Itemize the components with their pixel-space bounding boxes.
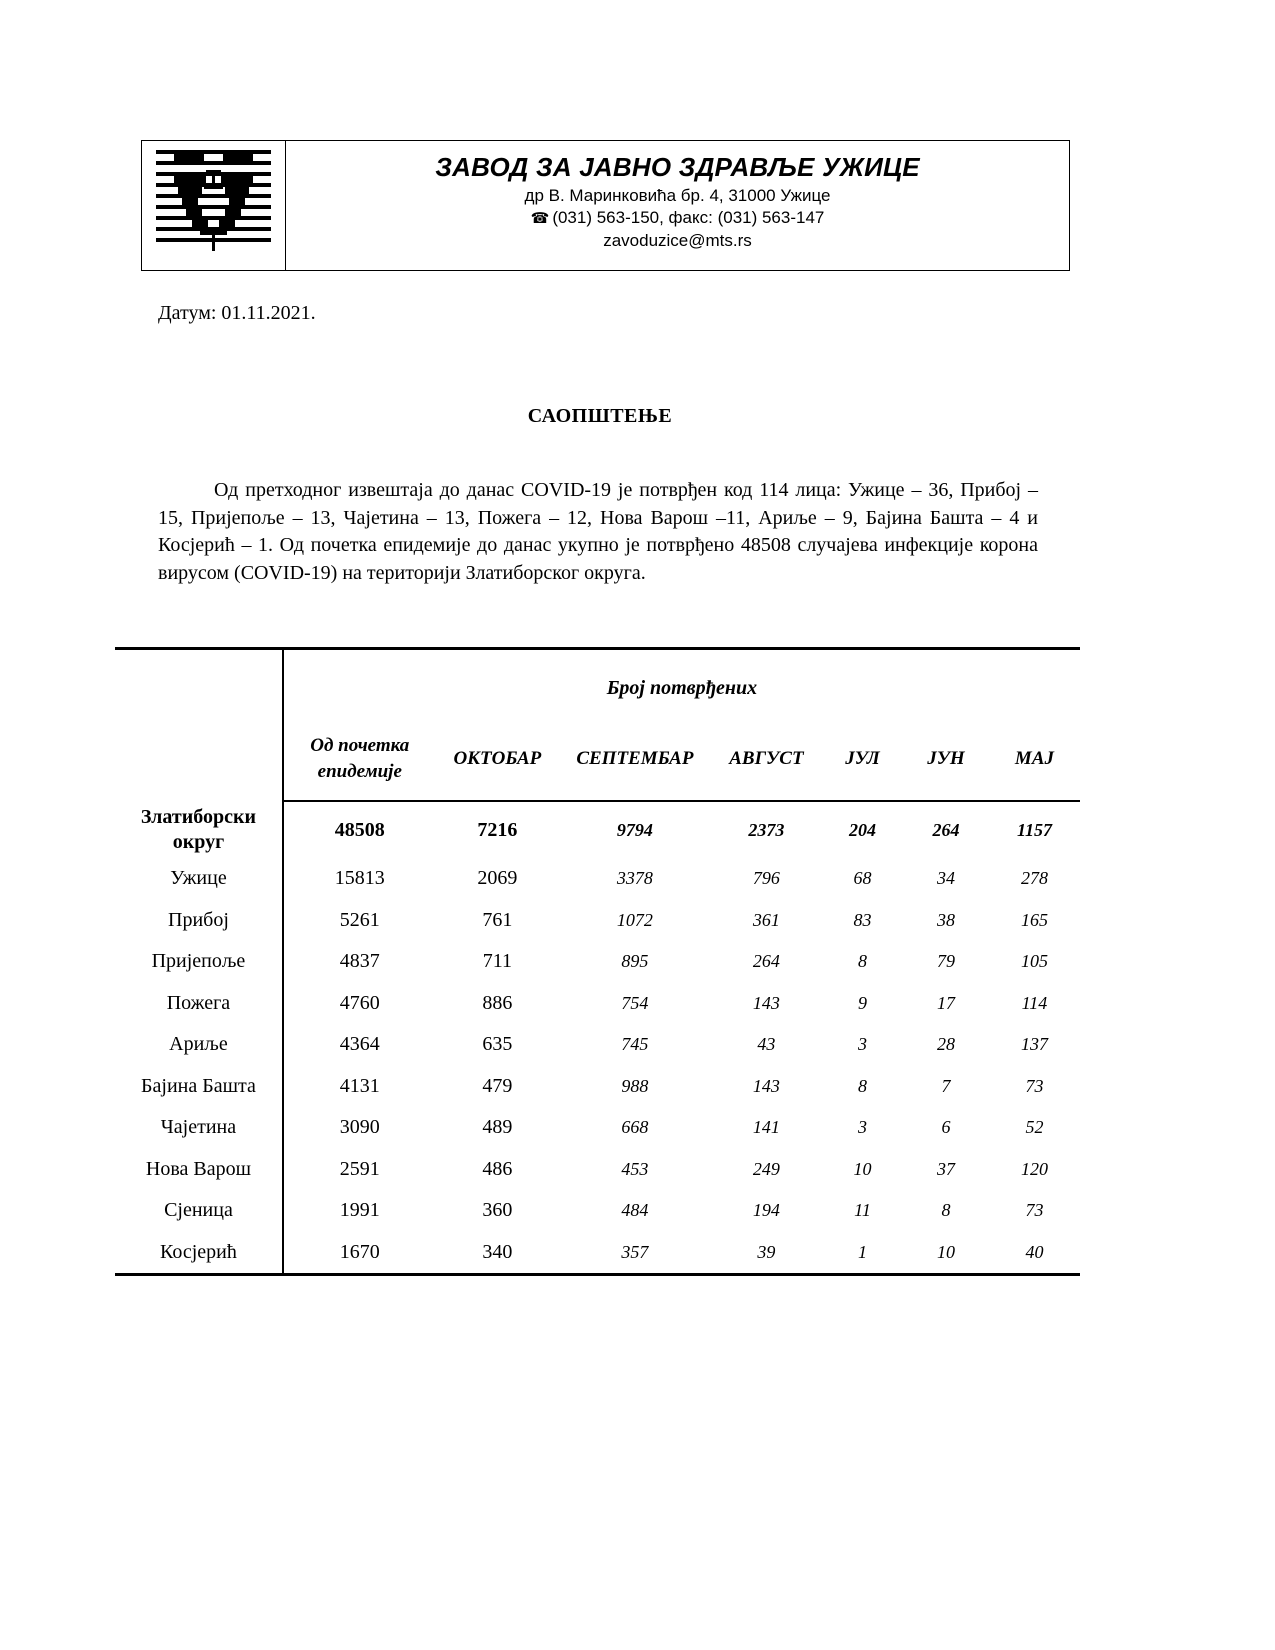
cell-september: 668 [621, 1117, 649, 1138]
phone-fax-numbers: (031) 563-150, факс: (031) 563-147 [552, 208, 825, 227]
cell-july: 83 [853, 909, 872, 930]
organization-email: zavoduzice@mts.rs [603, 231, 752, 250]
cell-july: 8 [857, 1075, 867, 1096]
column-header-october: ОКТОБАР [436, 718, 559, 801]
cell-october: 761 [482, 908, 513, 931]
cell-may: 73 [1025, 1075, 1044, 1096]
table-row [115, 983, 1080, 1025]
organization-phone-line [286, 207, 1069, 230]
cell-july: 3 [857, 1117, 867, 1138]
table-row [115, 1232, 1080, 1275]
institute-emblem-icon [156, 147, 271, 257]
cell-may: 1157 [1016, 819, 1052, 840]
row-label: Ужице [115, 858, 283, 900]
cell-september: 754 [621, 992, 649, 1013]
document-title: САОПШТЕЊЕ [527, 405, 673, 427]
cell-may: 52 [1025, 1117, 1044, 1138]
cell-september: 357 [559, 1232, 711, 1275]
cell-june: 37 [936, 1158, 955, 1179]
cell-september: 484 [621, 1200, 649, 1221]
organization-address: др В. Маринковића бр. 4, 31000 Ужице [524, 186, 831, 205]
cell-since-start: 1991 [339, 1199, 380, 1222]
cell-august: 141 [752, 1117, 780, 1138]
cell-july: 9 [857, 992, 867, 1013]
cell-may: 114 [1021, 992, 1048, 1013]
cell-since-start: 4837 [339, 950, 380, 973]
cell-june: 6 [941, 1117, 951, 1138]
cell-october: 635 [482, 1033, 513, 1056]
cell-september: 453 [621, 1158, 649, 1179]
cell-august: 194 [752, 1200, 780, 1221]
table-row [115, 1024, 1080, 1066]
cell-since-start: 4760 [339, 991, 380, 1014]
cell-may: 40 [989, 1232, 1080, 1275]
cell-july: 8 [857, 951, 867, 972]
cell-october: 340 [436, 1232, 559, 1275]
letterhead [141, 140, 1070, 271]
cell-may: 73 [1025, 1200, 1044, 1221]
cell-september: 745 [621, 1034, 649, 1055]
cell-july: 1 [822, 1232, 903, 1275]
municipality-rows [115, 858, 1080, 1275]
cell-may: 165 [1020, 909, 1048, 930]
cell-october: 360 [482, 1199, 513, 1222]
cell-july: 11 [854, 1200, 871, 1221]
cell-june: 28 [936, 1034, 955, 1055]
table-group-header-row [115, 649, 1080, 719]
row-label: Пријепоље [115, 941, 283, 983]
column-header-june: ЈУН [903, 718, 989, 801]
row-label: Нова Варош [115, 1149, 283, 1191]
table-row [115, 858, 1080, 900]
cell-october: 886 [482, 991, 513, 1014]
phone-icon: ☎ [530, 210, 550, 227]
cell-september: 988 [621, 1075, 649, 1096]
row-label: Пожега [115, 983, 283, 1025]
table-row [115, 1149, 1080, 1191]
cell-october: 711 [482, 950, 512, 973]
table-row [115, 1190, 1080, 1232]
row-label: Сјеница [115, 1190, 283, 1232]
cell-may: 137 [1020, 1034, 1048, 1055]
cell-june: 8 [941, 1200, 951, 1221]
cell-june: 264 [932, 819, 960, 840]
organization-info [286, 141, 1069, 270]
column-header-july: ЈУЛ [822, 718, 903, 801]
confirmed-cases-table [115, 647, 1080, 1276]
cell-june: 34 [936, 868, 955, 889]
cell-june: 10 [903, 1232, 989, 1275]
row-label: Прибој [115, 900, 283, 942]
announcement-paragraph: Од претходног извештаја до данас COVID-19 је потврђен код 114 лица: Ужице – 36, Прибој – 15, Пријепоље – 13, Чајетина – 13, Пожега – 12, Нова Варош –11, Ариље – 9, Бајина Башта – 4 и Косјерић – 1. Од почетка епидемије до данас укупно је потврђено 48508 случајева инфекције корона вирусом (COVID-19) на територији Златиборског округа. [158, 479, 1038, 584]
cell-since-start: 4364 [339, 1033, 380, 1056]
column-header-august: АВГУСТ [711, 718, 822, 801]
cell-since-start: 5261 [339, 908, 380, 931]
cell-june: 79 [936, 951, 955, 972]
cell-august: 2373 [748, 819, 785, 840]
cell-since-start: 2591 [339, 1157, 380, 1180]
row-label: Бајина Башта [115, 1066, 283, 1108]
cell-october: 7216 [477, 818, 518, 841]
cell-since-start: 1670 [283, 1232, 436, 1275]
cell-august: 43 [757, 1034, 776, 1055]
column-header-september: СЕПТЕМБАР [559, 718, 711, 801]
cell-october: 486 [482, 1157, 513, 1180]
group-header: Број потврђених [283, 649, 1080, 719]
cell-september: 895 [621, 951, 649, 972]
cell-july: 68 [853, 868, 872, 889]
stub-header [115, 649, 283, 802]
cell-july: 3 [857, 1034, 867, 1055]
cell-october: 489 [482, 1116, 513, 1139]
cell-july: 204 [848, 819, 876, 840]
cell-august: 249 [752, 1158, 780, 1179]
cell-august: 143 [752, 1075, 780, 1096]
cell-since-start: 4131 [339, 1074, 380, 1097]
cell-may: 278 [1020, 868, 1048, 889]
table-row [115, 900, 1080, 942]
cell-august: 264 [752, 951, 780, 972]
column-header-may: МАЈ [989, 718, 1080, 801]
cell-since-start: 15813 [334, 867, 385, 890]
cell-october: 2069 [477, 867, 518, 890]
table-row-total [115, 801, 1080, 858]
cell-june: 38 [936, 909, 955, 930]
table-row [115, 1066, 1080, 1108]
cell-june: 7 [941, 1075, 951, 1096]
cell-may: 105 [1020, 951, 1048, 972]
cell-september: 1072 [616, 909, 653, 930]
column-header-since-start: Од почетка епидемије [283, 718, 436, 801]
cell-september: 3378 [616, 868, 653, 889]
table-row [115, 1107, 1080, 1149]
cell-since-start: 48508 [334, 818, 385, 841]
document-date: Датум: 01.11.2021. [158, 302, 316, 324]
cell-october: 479 [482, 1074, 513, 1097]
cell-august: 796 [752, 868, 780, 889]
row-label: Ариље [115, 1024, 283, 1066]
row-label: Чајетина [115, 1107, 283, 1149]
logo-cell [142, 141, 286, 270]
cell-since-start: 3090 [339, 1116, 380, 1139]
cell-august: 39 [711, 1232, 822, 1275]
cell-august: 361 [752, 909, 780, 930]
cell-july: 10 [853, 1158, 872, 1179]
cell-june: 17 [936, 992, 955, 1013]
row-label: Златиборски округ [115, 801, 283, 858]
cell-may: 120 [1020, 1158, 1048, 1179]
cell-august: 143 [752, 992, 780, 1013]
organization-name: ЗАВОД ЗА ЈАВНО ЗДРАВЉЕ УЖИЦЕ [435, 152, 920, 182]
table-row [115, 941, 1080, 983]
cell-september: 9794 [616, 819, 653, 840]
row-label: Косјерић [115, 1232, 283, 1275]
